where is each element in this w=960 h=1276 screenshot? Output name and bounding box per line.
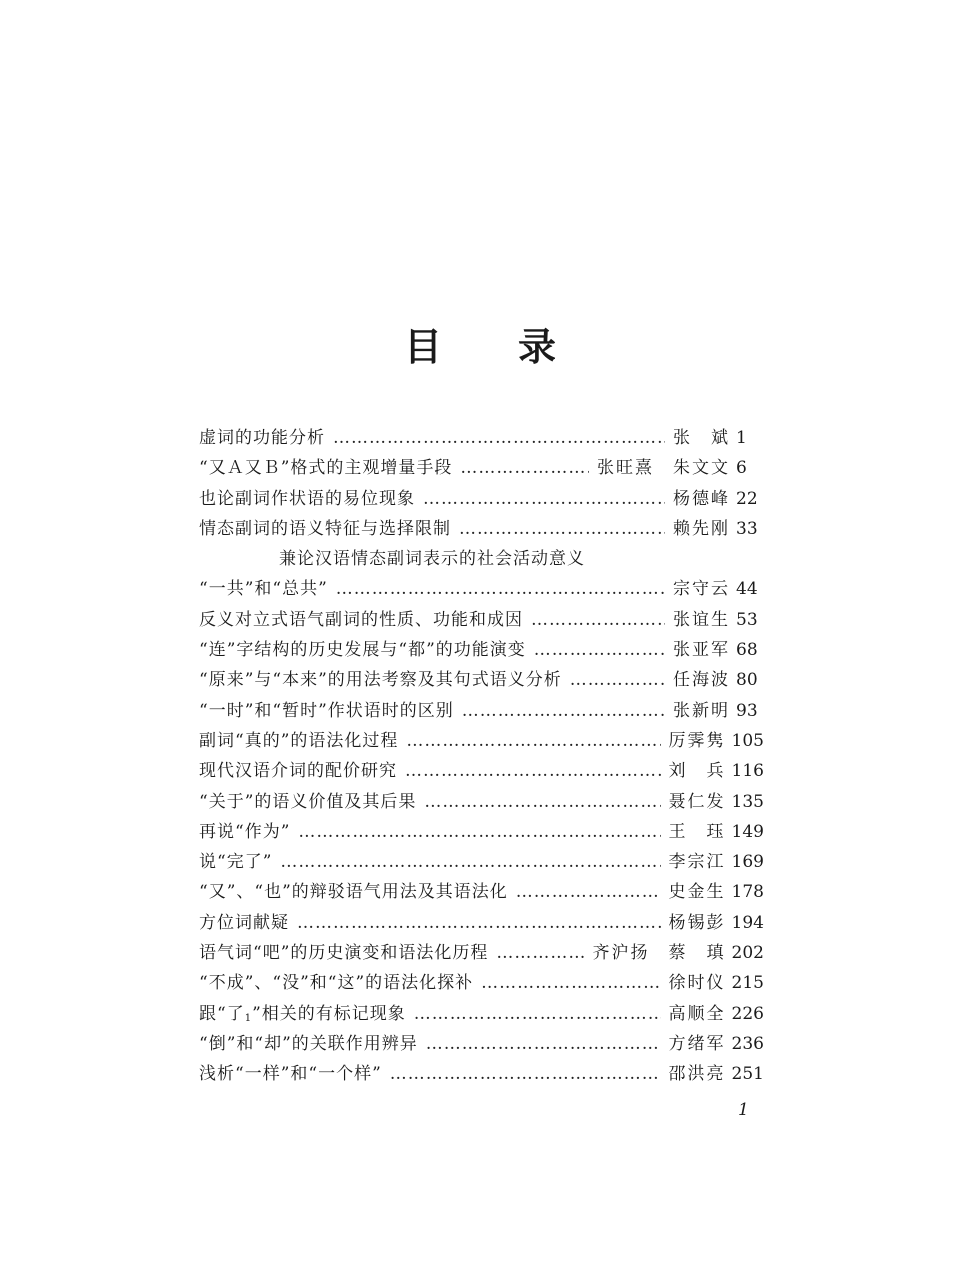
dot-leader xyxy=(424,787,660,817)
toc-entry[interactable] xyxy=(199,574,764,604)
toc-entry-page: 93 xyxy=(736,700,758,721)
toc-entry[interactable] xyxy=(199,605,764,635)
toc-entry-title: 也论副词作状语的易位现象 xyxy=(199,488,415,509)
toc-entry-page: 80 xyxy=(736,670,758,691)
toc-entry-title-part: 跟“了 xyxy=(199,1003,245,1024)
dot-leader xyxy=(297,908,661,938)
dot-leader xyxy=(460,453,589,483)
title-char-mu: 目 xyxy=(403,325,442,369)
toc-entry-author: 杨锡彭 xyxy=(668,912,726,933)
toc-entry-page: 149 xyxy=(731,821,764,842)
toc-entry-author: 赖先刚 xyxy=(673,518,730,539)
dot-leader xyxy=(423,484,665,514)
toc-entry[interactable] xyxy=(199,787,764,817)
toc-entry[interactable] xyxy=(199,635,764,665)
toc-entry-author: 杨德峰 xyxy=(673,488,730,509)
toc-entry[interactable] xyxy=(199,665,764,695)
toc-entry[interactable] xyxy=(199,1059,764,1089)
toc-entry[interactable] xyxy=(199,817,764,847)
dot-leader xyxy=(481,968,660,998)
table-of-contents xyxy=(199,423,764,1090)
toc-entry-title-part: ”相关的有标记现象 xyxy=(252,1003,406,1024)
toc-entry-title: 方位词献疑 xyxy=(199,912,289,933)
toc-entry-page: 135 xyxy=(731,791,764,812)
toc-entry-title: 反义对立式语气副词的性质、功能和成因 xyxy=(199,609,523,630)
page-title xyxy=(0,322,960,372)
toc-entry-page: 226 xyxy=(731,1003,764,1024)
dot-leader xyxy=(531,605,665,635)
toc-entry-author: 史金生 xyxy=(668,882,726,903)
toc-entry-author: 任海波 xyxy=(673,670,730,691)
toc-entry-author: 张亚军 xyxy=(673,640,730,661)
toc-entry[interactable] xyxy=(199,696,764,726)
toc-entry-author: 李宗江 xyxy=(668,852,726,873)
toc-entry-author: 齐沪扬 蔡 瑱 xyxy=(592,943,726,964)
dot-leader xyxy=(459,514,665,544)
toc-entry-title: 再说“作为” xyxy=(199,821,291,842)
toc-entry-page: 6 xyxy=(736,458,747,479)
page-number: 1 xyxy=(738,1100,749,1120)
toc-entry-page: 22 xyxy=(736,488,758,509)
toc-entry-page: 202 xyxy=(731,943,764,964)
toc-entry-page: 169 xyxy=(731,852,764,873)
title-char-lu: 录 xyxy=(518,325,557,369)
toc-entry-author: 张 斌 xyxy=(673,428,730,448)
toc-entry-page: 251 xyxy=(731,1064,764,1085)
dot-leader xyxy=(570,665,665,695)
toc-entry-title: “关于”的语义价值及其后果 xyxy=(199,791,417,812)
toc-entry-page: 215 xyxy=(731,973,764,994)
toc-entry-page: 53 xyxy=(736,609,758,630)
toc-entry[interactable] xyxy=(199,514,764,544)
dot-leader xyxy=(406,726,660,756)
toc-entry-title: “倒”和“却”的关联作用辨异 xyxy=(199,1033,418,1054)
toc-entry[interactable] xyxy=(199,756,764,786)
dot-leader xyxy=(405,756,661,786)
toc-entry-author: 刘 兵 xyxy=(668,761,726,782)
dot-leader xyxy=(298,817,660,847)
toc-entry-author: 厉霁隽 xyxy=(668,730,726,751)
dot-leader xyxy=(280,847,660,877)
dot-leader xyxy=(333,423,665,453)
toc-entry-author: 张新明 xyxy=(673,700,730,721)
dot-leader xyxy=(462,696,665,726)
toc-entry-title: 浅析“一样”和“一个样” xyxy=(199,1064,382,1085)
toc-entry-title: “一共”和“总共” xyxy=(199,579,328,600)
toc-entry-title: 情态副词的语义特征与选择限制 xyxy=(199,518,451,539)
toc-entry-page: 1 xyxy=(736,428,747,448)
dot-leader xyxy=(496,938,584,968)
toc-entry[interactable] xyxy=(199,453,764,483)
toc-entry-author: 高顺全 xyxy=(668,1003,726,1024)
dot-leader xyxy=(336,574,665,604)
toc-entry[interactable] xyxy=(199,908,764,938)
toc-entry-page: 236 xyxy=(731,1033,764,1054)
toc-entry-page: 194 xyxy=(731,912,764,933)
toc-entry-title: “又”、“也”的辩驳语气用法及其语法化 xyxy=(199,882,508,903)
toc-entry-author: 宗守云 xyxy=(673,579,730,600)
toc-entry-page: 116 xyxy=(731,761,764,782)
toc-entry-page: 33 xyxy=(736,518,758,539)
toc-entry[interactable] xyxy=(199,847,764,877)
toc-entry-title: 说“完了” xyxy=(199,852,273,873)
toc-entry[interactable] xyxy=(199,726,764,756)
toc-entry-subtitle: 兼论汉语情态副词表示的社会活动意义 xyxy=(279,549,585,570)
toc-entry[interactable] xyxy=(199,423,764,453)
dot-leader xyxy=(534,635,665,665)
toc-entry-page: 178 xyxy=(731,882,764,903)
toc-entry[interactable] xyxy=(199,1029,764,1059)
toc-entry[interactable] xyxy=(199,938,764,968)
toc-entry-title: 现代汉语介词的配价研究 xyxy=(199,761,397,782)
toc-entry-title: “不成”、“没”和“这”的语法化探补 xyxy=(199,973,474,994)
toc-entry-page: 68 xyxy=(736,640,758,661)
toc-entry-author: 邵洪亮 xyxy=(668,1064,726,1085)
toc-entry-author: 徐时仪 xyxy=(668,973,726,994)
toc-entry-title: “原来”与“本来”的用法考察及其句式语义分析 xyxy=(199,670,562,691)
toc-entry-title: “连”字结构的历史发展与“都”的功能演变 xyxy=(199,640,526,661)
toc-entry-author: 张谊生 xyxy=(673,609,730,630)
dot-leader xyxy=(516,877,661,907)
toc-entry-title: “一时”和“暂时”作状语时的区别 xyxy=(199,700,454,721)
toc-entry-author: 聂仁发 xyxy=(668,791,726,812)
toc-entry-author: 张旺熹 朱文文 xyxy=(597,458,730,479)
toc-entry-title: 副词“真的”的语法化过程 xyxy=(199,730,399,751)
toc-entry-page: 44 xyxy=(736,579,758,600)
toc-entry[interactable] xyxy=(199,484,764,514)
subscript-one: 1 xyxy=(244,1012,253,1024)
toc-entry-author: 方绪军 xyxy=(668,1033,726,1054)
toc-entry-author: 王 珏 xyxy=(668,821,726,842)
toc-entry-title: 虚词的功能分析 xyxy=(199,428,325,448)
toc-entry[interactable] xyxy=(199,877,764,907)
toc-entry-title: “又Ａ又Ｂ”格式的主观增量手段 xyxy=(199,458,453,479)
dot-leader xyxy=(426,1029,661,1059)
toc-entry[interactable] xyxy=(199,999,764,1029)
toc-entry[interactable] xyxy=(199,968,764,998)
toc-entry-page: 105 xyxy=(731,730,764,751)
dot-leader xyxy=(390,1059,661,1089)
dot-leader xyxy=(414,999,661,1029)
toc-entry-title: 语气词“吧”的历史演变和语法化历程 xyxy=(199,943,489,964)
